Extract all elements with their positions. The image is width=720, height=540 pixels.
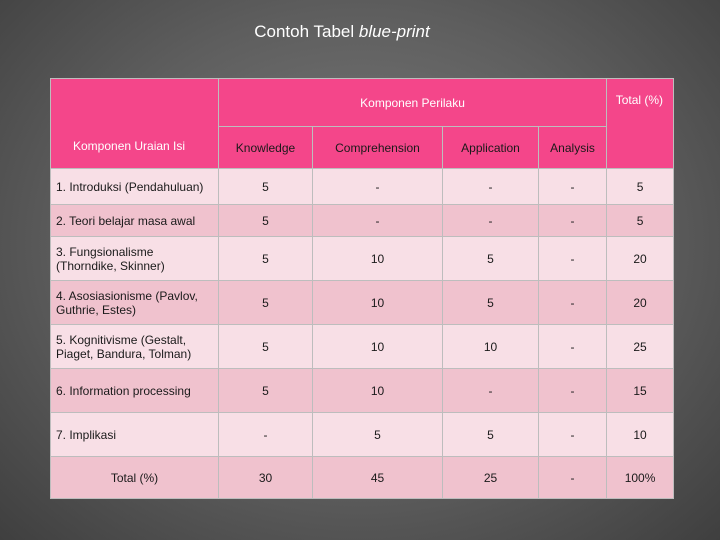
cell-total: 20: [607, 237, 674, 281]
row-label: 3. Fungsionalisme (Thorndike, Skinner): [51, 237, 219, 281]
table-row-total: [51, 457, 674, 499]
cell-analysis: -: [539, 457, 607, 499]
col-knowledge: Knowledge: [219, 127, 313, 169]
header-total: [607, 79, 674, 169]
col-analysis: Analysis: [539, 127, 607, 169]
table-row: [51, 237, 674, 281]
row-label: 5. Kognitivisme (Gestalt, Piaget, Bandura, Tolman): [51, 325, 219, 369]
cell-comprehension: -: [313, 205, 443, 237]
title-main: Contoh Tabel: [254, 22, 359, 41]
row-label: 1. Introduksi (Pendahuluan): [51, 169, 219, 205]
cell-analysis: -: [539, 237, 607, 281]
table-row: [51, 205, 674, 237]
header-total-label: Total (%): [615, 92, 664, 107]
table-row: [51, 369, 674, 413]
row-label: 2. Teori belajar masa awal: [51, 205, 219, 237]
cell-analysis: -: [539, 281, 607, 325]
col-comprehension: Comprehension: [313, 127, 443, 169]
cell-total: 25: [607, 325, 674, 369]
cell-analysis: -: [539, 413, 607, 457]
cell-total: 10: [607, 413, 674, 457]
cell-application: -: [443, 205, 539, 237]
header-komponen-uraian: [51, 79, 219, 169]
cell-knowledge: 5: [219, 325, 313, 369]
cell-comprehension: 45: [313, 457, 443, 499]
header-komponen-perilaku: Komponen Perilaku: [219, 79, 607, 127]
cell-total: 100%: [607, 457, 674, 499]
title-italic: blue-print: [358, 22, 430, 41]
cell-comprehension: -: [313, 169, 443, 205]
header-komponen-uraian-label: Komponen Uraian Isi: [73, 138, 186, 153]
cell-application: 25: [443, 457, 539, 499]
table-row: [51, 281, 674, 325]
cell-knowledge: 5: [219, 281, 313, 325]
cell-comprehension: 10: [313, 325, 443, 369]
table-row: [51, 325, 674, 369]
cell-comprehension: 10: [313, 237, 443, 281]
blueprint-table: [50, 78, 674, 499]
cell-application: 10: [443, 325, 539, 369]
table-row: [51, 169, 674, 205]
table-row: [51, 413, 674, 457]
cell-analysis: -: [539, 325, 607, 369]
cell-analysis: -: [539, 169, 607, 205]
cell-knowledge: 5: [219, 169, 313, 205]
cell-application: -: [443, 169, 539, 205]
cell-application: 5: [443, 237, 539, 281]
row-label: 7. Implikasi: [51, 413, 219, 457]
cell-application: 5: [443, 281, 539, 325]
cell-analysis: -: [539, 369, 607, 413]
blueprint-table-wrapper: [50, 78, 673, 498]
cell-total: 5: [607, 169, 674, 205]
cell-total: 20: [607, 281, 674, 325]
cell-comprehension: 5: [313, 413, 443, 457]
cell-analysis: -: [539, 205, 607, 237]
cell-total: 5: [607, 205, 674, 237]
row-label-total: Total (%): [51, 457, 219, 499]
cell-total: 15: [607, 369, 674, 413]
row-label: 4. Asosiasionisme (Pavlov, Guthrie, Estes): [51, 281, 219, 325]
col-application: Application: [443, 127, 539, 169]
cell-application: 5: [443, 413, 539, 457]
slide-title: [0, 22, 684, 42]
cell-knowledge: 5: [219, 205, 313, 237]
cell-comprehension: 10: [313, 281, 443, 325]
cell-knowledge: 5: [219, 237, 313, 281]
cell-application: -: [443, 369, 539, 413]
cell-comprehension: 10: [313, 369, 443, 413]
cell-knowledge: 30: [219, 457, 313, 499]
cell-knowledge: 5: [219, 369, 313, 413]
row-label: 6. Information processing: [51, 369, 219, 413]
cell-knowledge: -: [219, 413, 313, 457]
